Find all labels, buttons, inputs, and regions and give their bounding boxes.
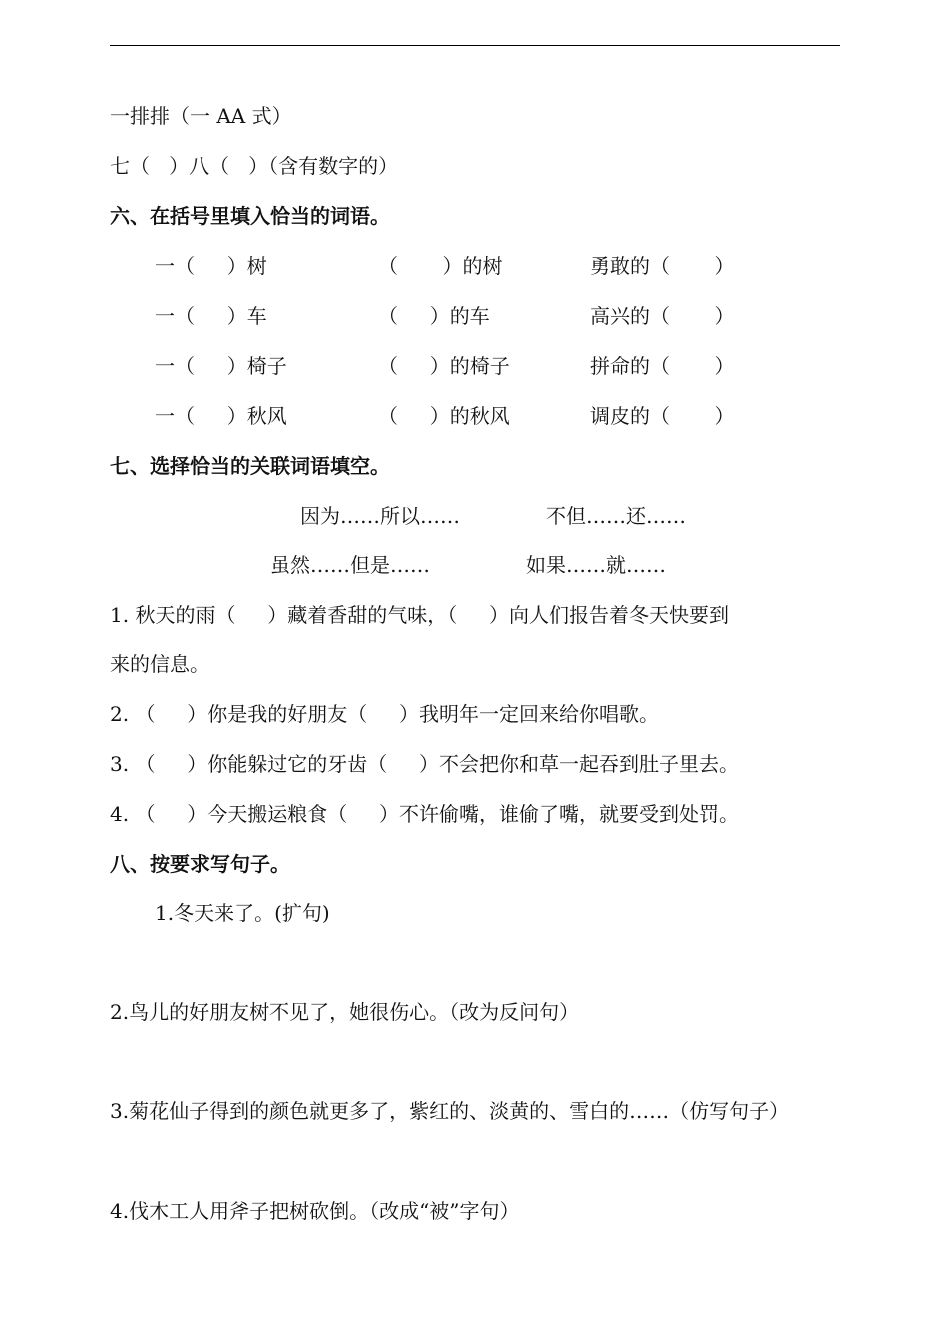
conjunction-option: 因为……所以…… bbox=[300, 504, 460, 528]
sentence-task-2: 2.鸟儿的好朋友树不见了，她很伤心。（改为反问句） bbox=[110, 1000, 580, 1024]
grid-cell: 调皮的（ ） bbox=[590, 404, 735, 428]
question-4: 4. （ ）今天搬运粮食（ ）不许偷嘴，谁偷了嘴，就要受到处罚。 bbox=[110, 802, 740, 826]
line-number-pattern: 七（ ）八（ ）（含有数字的） bbox=[110, 154, 399, 178]
conjunction-option: 如果……就…… bbox=[526, 553, 666, 577]
sentence-task-3: 3.菊花仙子得到的颜色就更多了，紫红的、淡黄的、雪白的……（仿写句子） bbox=[110, 1099, 790, 1123]
section7-title: 七、选择恰当的关联词语填空。 bbox=[110, 454, 390, 478]
conjunction-option: 不但……还…… bbox=[546, 504, 686, 528]
question-2: 2. （ ）你是我的好朋友（ ）我明年一定回来给你唱歌。 bbox=[110, 702, 660, 726]
grid-cell: 一（ ）椅子 bbox=[155, 354, 287, 378]
question-1: 1. 秋天的雨（ ）藏着香甜的气味，（ ）向人们报告着冬天快要到 bbox=[110, 603, 730, 627]
section6-title: 六、在括号里填入恰当的词语。 bbox=[110, 204, 390, 228]
header-rule bbox=[110, 45, 840, 46]
grid-cell: （ ）的车 bbox=[378, 304, 490, 328]
grid-cell: 拼命的（ ） bbox=[590, 354, 735, 378]
grid-cell: （ ）的秋风 bbox=[378, 404, 510, 428]
question-3: 3. （ ）你能躲过它的牙齿（ ）不会把你和草一起吞到肚子里去。 bbox=[110, 752, 740, 776]
grid-cell: 一（ ）秋风 bbox=[155, 404, 287, 428]
grid-cell: 一（ ）树 bbox=[155, 254, 267, 278]
grid-cell: （ ）的椅子 bbox=[378, 354, 510, 378]
sentence-task-1: 1.冬天来了。(扩句) bbox=[155, 901, 330, 925]
line-aa-pattern: 一排排（一 AA 式） bbox=[110, 104, 292, 128]
section8-title: 八、按要求写句子。 bbox=[110, 852, 290, 876]
sentence-task-4: 4.伐木工人用斧子把树砍倒。（改成“被”字句） bbox=[110, 1199, 520, 1223]
grid-cell: 高兴的（ ） bbox=[590, 304, 735, 328]
grid-cell: 一（ ）车 bbox=[155, 304, 267, 328]
grid-cell: 勇敢的（ ） bbox=[590, 254, 735, 278]
grid-cell: （ ）的树 bbox=[378, 254, 503, 278]
question-1-continued: 来的信息。 bbox=[110, 652, 210, 676]
conjunction-option: 虽然……但是…… bbox=[270, 553, 430, 577]
